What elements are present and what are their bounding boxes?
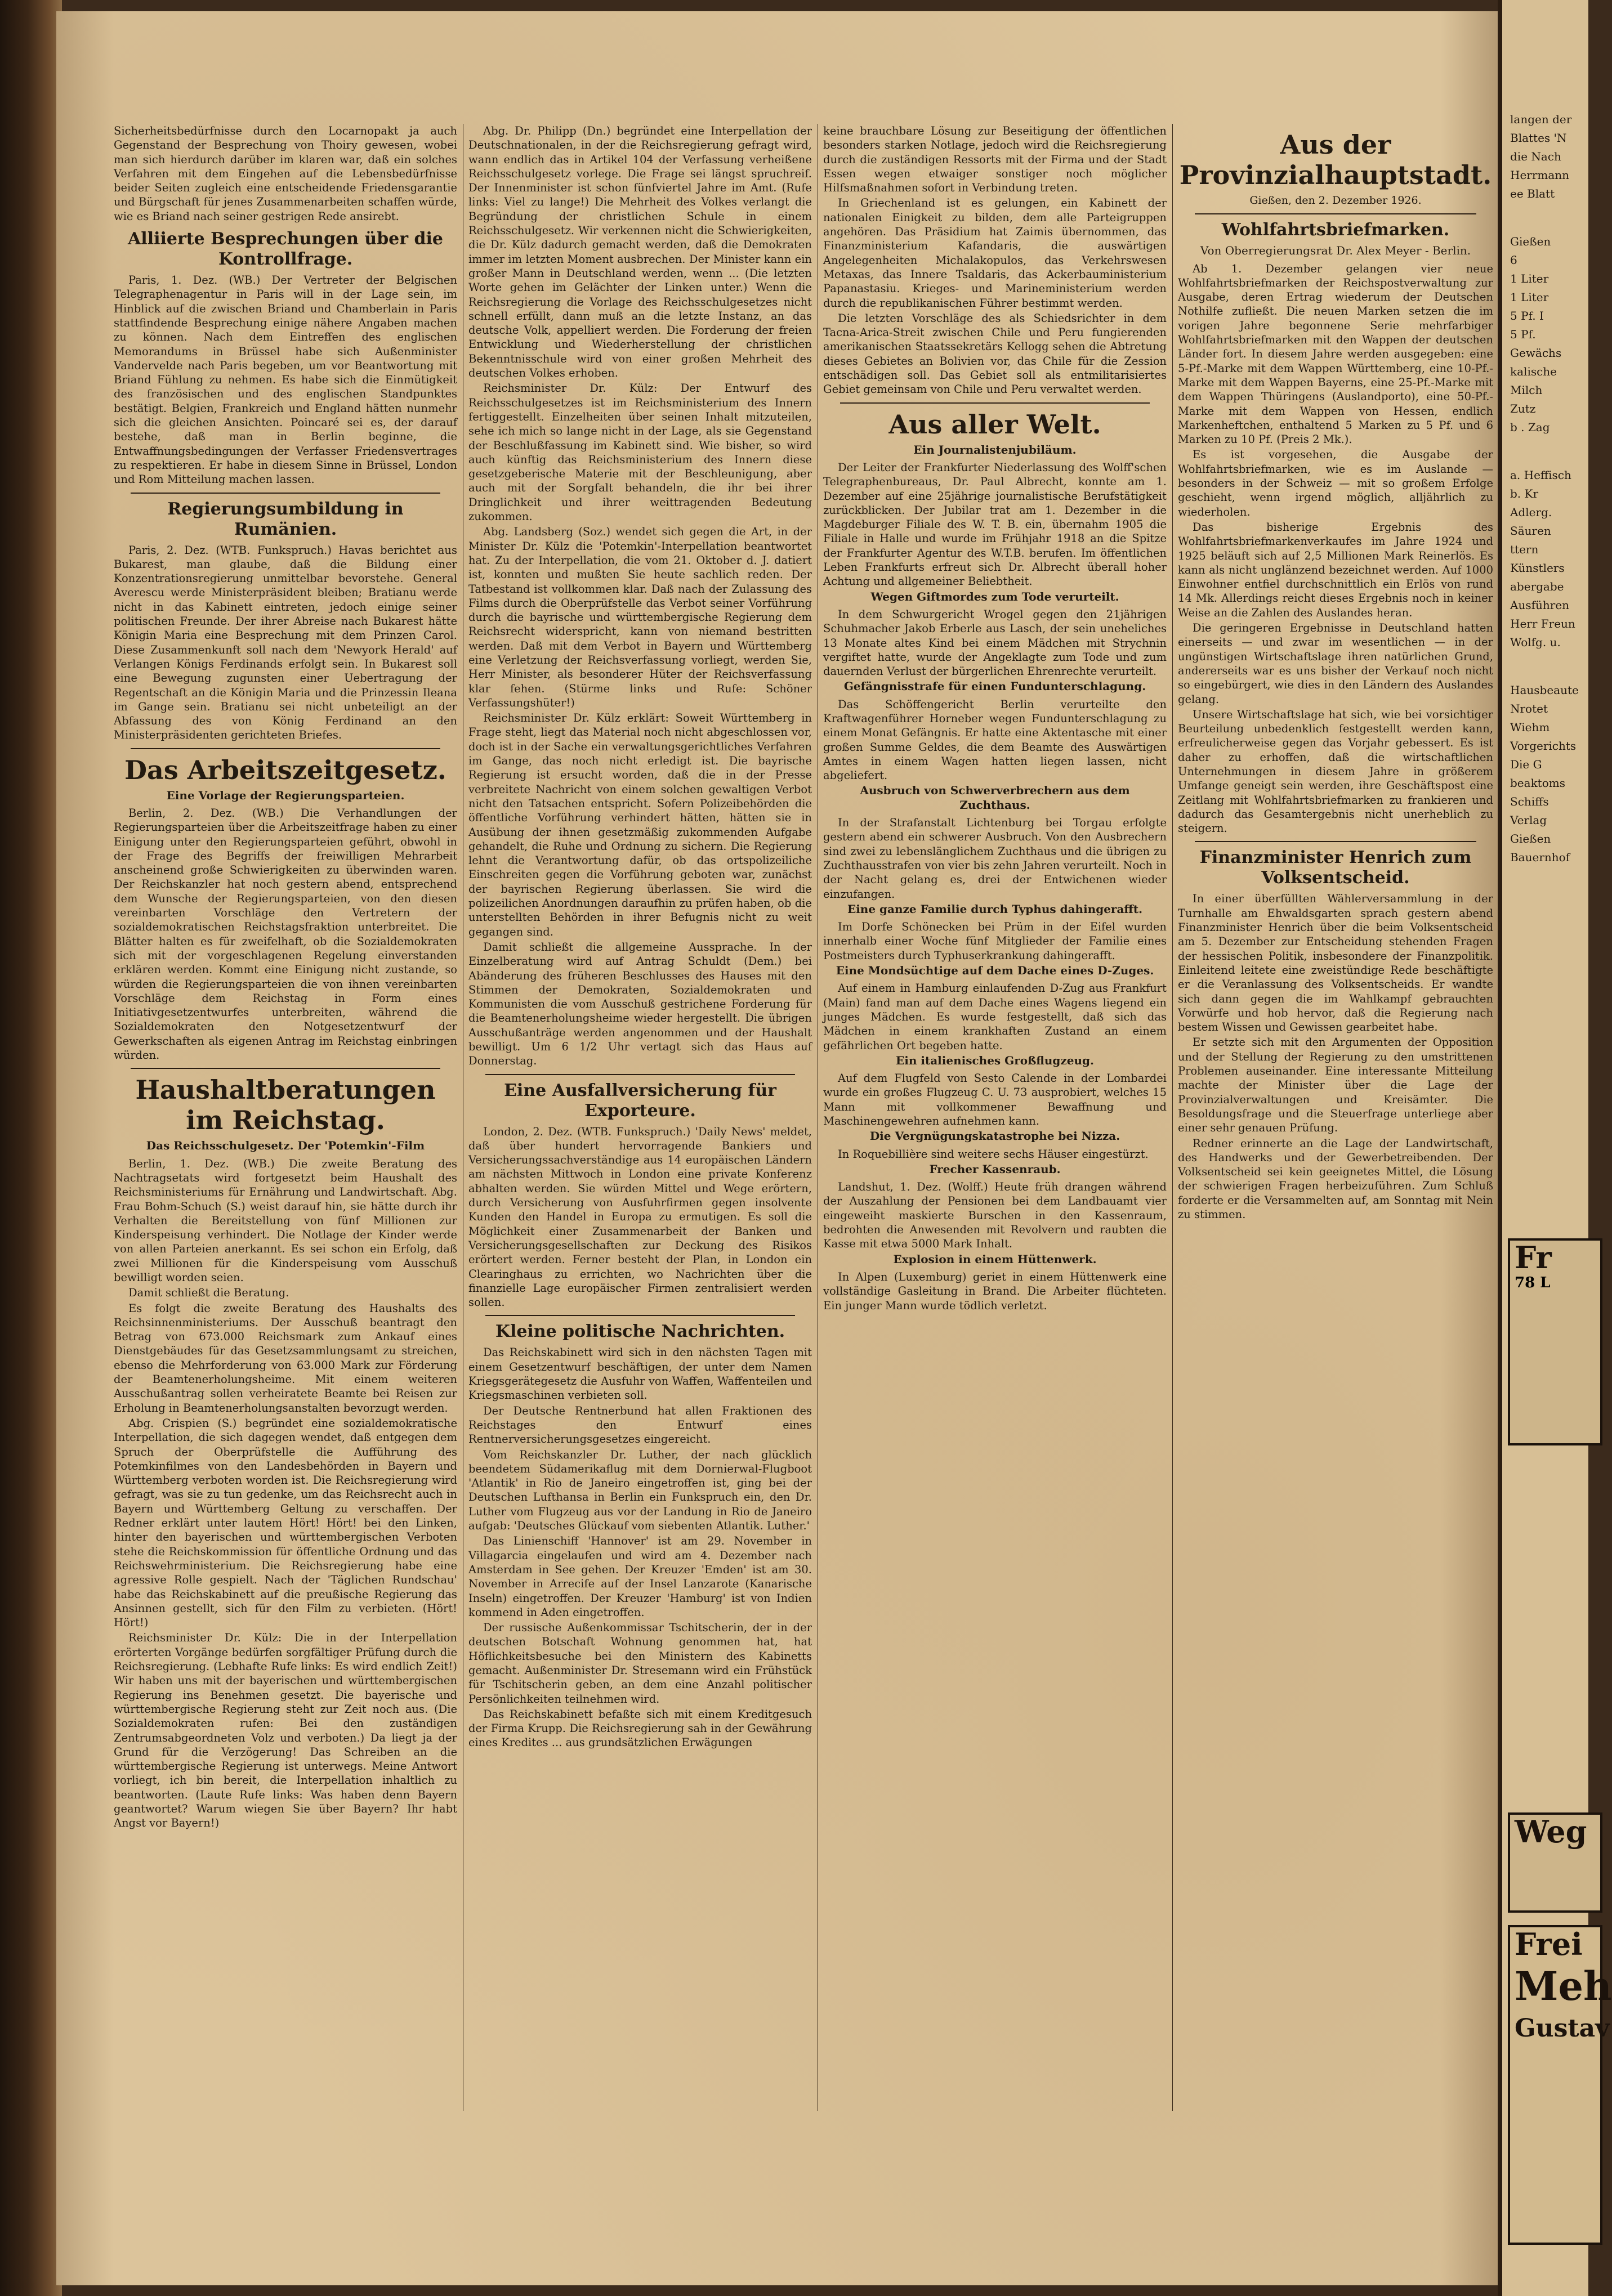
headline-arbeitszeitgesetz: Das Arbeitszeitgesetz. — [124, 754, 446, 785]
adjacent-page-line: abergabe — [1510, 580, 1564, 593]
adjacent-page-line: 5 Pf. — [1510, 328, 1536, 341]
subhead-ausbruch: Ausbruch von Schwerverbrechern aus dem Zuchthaus. — [860, 784, 1130, 812]
col1-para-4: Berlin, 1. Dez. (WB.) Die zweite Beratung des Nachtragsetats wird fortgesetzt beim Haushalt des Reichsministeriums für Ernährung und Landwirtschaft. Abg. Frau Bohm-Schuch (S.) weist darauf hin, sie hätte durch ihr Verhalten die Bereitstellung von fünf Millionen zur Kinderspeisung verhindert. Die Notlage der Kinder werde von allen Parteien anerkannt. Es sei schon ein Erfolg, daß zwei Millionen für die Kinderspeisung vom Ausschuß bewilligt worden seien. — [114, 1157, 457, 1284]
adjacent-page-line: Hausbeaute — [1510, 683, 1579, 697]
adjacent-page-line: die Nach — [1510, 150, 1561, 163]
headline-finanzminister: Finanzminister Henrich zum Volksentscheid. — [1199, 848, 1472, 888]
adjacent-page-line: 5 Pf. I — [1510, 309, 1544, 323]
col3-para-12: Landshut, 1. Dez. (Wolff.) Heute früh drangen während der Auszahlung der Pensionen bei dem Landbauamt vier eingeweiht maskierte Burschen in den Kassenraum, bedrohten die Anwesenden mit Revolvern und raubten die Kasse mit etwa 5000 Mark Inhalt. — [823, 1180, 1167, 1251]
adjacent-page-line: a. Heffisch — [1510, 468, 1571, 482]
col4-para-8: Redner erinnerte an die Lage der Landwirtschaft, des Handwerks und der Gewerbetreibenden. Der Volksentscheid sei kein geeignetes Mittel, die Lösung der schwierigen Fragen herbeizuführen. Zum Schluß forderte er die Versammelten auf, am Sonntag mit Nein zu stimmen. — [1178, 1136, 1493, 1221]
adjacent-page-line: 6 — [1510, 253, 1517, 267]
adjacent-page-line: b . Zag — [1510, 420, 1550, 434]
col4-para-3: Das bisherige Ergebnis des Wohlfahrtsbriefmarkenverkaufes im Jahre 1924 und 1925 beläuft sich auf 2,5 Millionen Mark Reinerlös. Es kann als nicht unglänzend bezeichnet werden. Auf 1000 Einwohner entfiel durchschnittlich ein Erlös von rund 14 Mk. Allerdings reicht dieses Ergebnis noch in keiner Weise an die Zahlen des Auslandes heran. — [1178, 520, 1493, 619]
adjacent-page-line: beaktoms — [1510, 776, 1565, 790]
col2-para-7: Das Reichskabinett wird sich in den nächsten Tagen mit einem Gesetzentwurf beschäftigen, der unter dem Namen Kriegsgerätegesetz die Ausfuhr von Waffen, Waffenteilen und Kriegsmaschinen verbieten soll. — [468, 1346, 812, 1402]
col2-para-10: Das Linienschiff 'Hannover' ist am 29. November in Villagarcia eingelaufen und wird am 4. Dezember nach Amsterdam in See gehen. Der Kreuzer 'Emden' ist am 30. November in Arrecife auf der Insel Lanzarote (Kanarische Inseln) eingetroffen. Der Kreuzer 'Hamburg' ist von Indien kommend in Aden eingetroffen. — [468, 1534, 812, 1619]
subhead-arbeitszeitgesetz: Eine Vorlage der Regierungsparteien. — [166, 788, 405, 802]
adjacent-page-text — [1510, 113, 1611, 869]
adjacent-page-strip — [1498, 0, 1612, 2296]
column-2 — [468, 124, 812, 2116]
subhead-grossflugzeug: Ein italienisches Großflugzeug. — [896, 1053, 1094, 1067]
adjacent-page-line: Blattes 'N — [1510, 131, 1567, 145]
col4-para-5: Unsere Wirtschaftslage hat sich, wie bei vorsichtiger Beurteilung unbedenklich festgestellt werden kann, erfreulicherweise gegen das Vorjahr gebessert. Es ist daher zu erhoffen, daß die wirtschaftlichen Unternehmungen in diesem Jahre in größerem Umfange geneigt sein werden, ihre Geschäftspost eine Zeitlang mit Wohlfahrtsbriefmarken zu frankieren und dadurch das Gesamtergebnis nicht unerheblich zu steigern. — [1178, 708, 1493, 835]
col2-para-9: Vom Reichskanzler Dr. Luther, der nach glücklich beendetem Südamerikaflug mit dem Dornierwal-Flugboot 'Atlantik' in Rio de Janeiro eingetroffen ist, ging bei der Deutschen Lufthansa in Berlin ein Funkspruch ein, den Dr. Luther vom Flugzeug aus vor der Landung in Rio de Janeiro aufgab: 'Deutsches Glückauf vom siebenten Atlantik. Luther.' — [468, 1448, 812, 1533]
adjacent-page-line: ttern — [1510, 543, 1539, 556]
adjacent-page-line: Wiehm — [1510, 720, 1550, 734]
ad-box-3-big: Meh — [1515, 1963, 1612, 2009]
ad-box-2-title: Weg — [1515, 1814, 1587, 1850]
ad-box-2 — [1508, 1812, 1602, 1913]
headline-rumaenien: Regierungsumbildung in Rumänien. — [167, 499, 404, 539]
ad-box-3 — [1508, 1925, 1612, 2245]
subhead-haushaltberatungen: Das Reichsschulgesetz. Der 'Potemkin'-Film — [146, 1139, 425, 1153]
col4-para-2: Es ist vorgesehen, die Ausgabe der Wohlfahrtsbriefmarken, wie es im Auslande — besonders in der Schweiz — mit so großem Erfolge geschieht, wenn irgend möglich, alljährlich zu wiederholen. — [1178, 448, 1493, 518]
col1-para-3: Berlin, 2. Dez. (WB.) Die Verhandlungen der Regierungsparteien über die Arbeitszeitfrage haben zu einer Einigung unter den Regierungsparteien geführt, obwohl in der Frage des Begriffs der freiwilligen Mehrarbeit anscheinend große Schwierigkeiten zu überwinden waren. Der Reichskanzler hat noch gestern abend, entsprechend dem Wunsche der Regierungsparteien, von den diesen vereinbarten Vorschläge den Vertretern der sozialdemokratischen Reichstagsfraktion unterbreitet. Die Blätter halten es für zweifelhaft, ob die Sozialdemokraten sich mit der vorgeschlagenen Regelung einverstanden erklären werden. Kommt eine Einigung nicht zustande, so würden die Regierungsparteien die von ihnen vereinbarten Vorschläge dem Reichstag in Form eines Initiativgesetzentwurfes unterbreiten, während die Sozialdemokraten den Notgesetzentwurf der Gewerkschaften als eigenen Antrag im Reichstag einbringen würden. — [114, 806, 457, 1062]
col2-para-4: Reichsminister Dr. Külz erklärt: Soweit Württemberg in Frage steht, liegt das Material noch nicht abgeschlossen vor, doch ist in der Sache ein verwaltungsgerichtliches Verfahren im Gange, das noch nicht erledigt ist. Die bayrische Regierung ist ersucht worden, daß die in der Presse verbreitete Nachricht von einem solchen gewaltigen Verbot nicht den Tatsachen entspricht. Sofern Polizeibehörden die öffentliche Vorführung verhindert hätten, hätten sie in Ausübung der ihnen gesetzmäßig zukommenden Aufgabe gehandelt, die Ruhe und Ordnung zu sichern. Die Regierung lehnt die Verantwortung dafür, ob das ortspolizeiliche Einschreiten gegen die Vorführung geboten war, zunächst der bayrischen Regierung überlassen. Sie wird die polizeilichen Anordnungen daraufhin zu prüfen haben, ob die unterstellten Behörden in ihrer Befugnis nicht zu weit gegangen sind. — [468, 711, 812, 938]
adjacent-page-line: Die G — [1510, 758, 1542, 771]
subhead-typhus: Eine ganze Familie durch Typhus dahingerafft. — [847, 902, 1143, 916]
divider — [131, 748, 440, 749]
col3-para-7: In der Strafanstalt Lichtenburg bei Torgau erfolgte gestern abend ein schwerer Ausbruch. Von den Ausbrechern sind zwei zu lebenslänglichem Zuchthaus und die übrigen zu Zuchthausstrafen von vier bis zehn Jahren verurteilt. Noch in der Nacht gelang es, drei der Entwichenen wieder einzufangen. — [823, 816, 1167, 901]
adjacent-page-line: ee Blatt — [1510, 187, 1555, 200]
adjacent-page-line: b. Kr — [1510, 487, 1539, 500]
divider — [485, 1315, 795, 1316]
col3-para-13: In Alpen (Luxemburg) geriet in einem Hüttenwerk eine vollständige Gasleitung in Brand. Die Arbeiter flüchteten. Ein junger Mann wurde tödlich verletzt. — [823, 1270, 1167, 1312]
col2-para-6: London, 2. Dez. (WTB. Funkspruch.) 'Daily News' meldet, daß über hundert hervorragende Bankiers und Versicherungssachverständige aus 14 europäischen Ländern am nächsten Mittwoch in London eine private Konferenz abhalten werden. Sie würden Mittel und Wege erörtern, durch Versicherung von Ausfuhrfirmen gegen insolvente Kunden den Handel in Europa zu ermutigen. Es soll die Möglichkeit einer Zusammenarbeit der Banken und Versicherungsgesellschaften zur Deckung des Risikos erörtert werden. Ferner besteht der Plan, in London ein Clearinghaus zu errichten, wo Nachrichten über die finanzielle Lage europäischer Firmen zentralisiert werden sollen. — [468, 1125, 812, 1309]
col2-para-5: Damit schließt die allgemeine Aussprache. In der Einzelberatung wird auf Antrag Schuldt (Dem.) bei Abänderung des früheren Beschlusses des Hauses mit den Stimmen der Demokraten, Sozialdemokraten und Kommunisten die vom Ausschuß gestrichene Forderung für die Beamtenerholungsheime wieder hergestellt. Die übrigen Ausschußanträge werden angenommen und der Haushalt bewilligt. Um 6 1/2 Uhr vertagt sich das Haus auf Donnerstag. — [468, 940, 812, 1068]
col3-para-2: In Griechenland ist es gelungen, ein Kabinett der nationalen Einigkeit zu bilden, dem alle Parteigruppen angehören. Das Präsidium hat Zaimis übernommen, das Finanzministerium Kafandaris, die auswärtigen Angelegenheiten Michalakopulos, das Verkehrswesen Metaxas, das Innere Tsaldaris, das Ackerbauministerium Papanastasiu. Krieges- und Marineministerium werden durch die republikanischen Führer bestimmt werden. — [823, 196, 1167, 310]
ad-box-1 — [1508, 1238, 1602, 1445]
adjacent-page-line: Zutz — [1510, 402, 1536, 415]
col4-para-4: Die geringeren Ergebnisse in Deutschland hatten einerseits — und zwar im wesentlichen — in der ungünstigen Wirtschaftslage ihren natürlichen Grund, andererseits war es uns bisher der Verkauf noch nicht so eingebürgert, wie dies in den Ländern des Auslandes gelang. — [1178, 621, 1493, 706]
adjacent-page-line: Adlerg. — [1510, 505, 1552, 519]
col3-para-10: Auf dem Flugfeld von Sesto Calende in der Lombardei wurde ein großes Flugzeug C. U. 73 ausprobiert, welches 15 Mann mit vollkommener Bewaffnung und Maschinengewehren aufnehmen kann. — [823, 1072, 1167, 1127]
col1-para-5: Damit schließt die Beratung. — [128, 1286, 289, 1300]
divider — [1195, 213, 1476, 214]
headline-kleine-nachrichten: Kleine politische Nachrichten. — [495, 1322, 785, 1342]
adjacent-page-line: Gewächs — [1510, 346, 1562, 360]
col3-para-8: Im Dorfe Schönecken bei Prüm in der Eifel wurden innerhalb einer Woche fünf Mitglieder der Familie eines Postmeisters durch Typhuserkrankung dahingerafft. — [823, 920, 1167, 962]
col2-para-8: Der Deutsche Rentnerbund hat allen Fraktionen des Reichstages den Entwurf eines Rentnerversicherungsgesetzes eingereicht. — [468, 1404, 812, 1446]
divider — [131, 493, 440, 494]
newspaper-page — [56, 11, 1498, 2285]
col3-para-9: Auf einem in Hamburg einlaufenden D-Zug aus Frankfurt (Main) fand man auf dem Dache eines Wagens liegend ein junges Mädchen. Es wurde festgestellt, daß sich das Mädchen in einem krankhaften Zustand an einem gefährlichen Ort begeben hatte. — [823, 982, 1167, 1052]
col2-para-11: Der russische Außenkommissar Tschitscherin, der in der deutschen Botschaft Wohnung genommen hat, hat Höflichkeitsbesuche bei den Ministern des Kabinetts gemacht. Außenminister Dr. Stresemann wird ein Frühstück für Tschitscherin geben, an dem eine Anzahl politischer Persönlichkeiten teilnehmen wird. — [468, 1621, 812, 1706]
dateline: Gießen, den 2. Dezember 1926. — [1249, 194, 1422, 207]
column-3 — [823, 124, 1167, 2116]
divider — [131, 1068, 440, 1069]
col3-para-3: Die letzten Vorschläge des als Schiedsrichter in dem Tacna-Arica-Streit zwischen Chile und Peru fungierenden amerikanischen Staatssekretärs Kellogg sehen die Abtretung dieses Gebietes an Bolivien vor, das Chile für die Zession entschädigen soll. Das Gebiet soll als entmilitarisiertes Gebiet gemeinsam von Chile und Peru verwaltet werden. — [823, 311, 1167, 396]
col2-para-12: Das Reichskabinett befaßte sich mit einem Kreditgesuch der Firma Krupp. Die Reichsregierung sah in der Gewährung eines Kredites ... aus grundsätzlichen Erwägungen — [468, 1707, 812, 1749]
byline: Von Oberregierungsrat Dr. Alex Meyer - Berlin. — [1200, 244, 1471, 258]
ad-box-1-title: Fr — [1515, 1239, 1552, 1275]
column-4 — [1178, 124, 1493, 2116]
col3-para-6: Das Schöffengericht Berlin verurteilte den Kraftwagenführer Horneber wegen Fundunterschlagung zu einem Monat Gefängnis. Er hatte eine Aktentasche mit einer großen Summe Geldes, die dem Beamte des Auswärtigen Amtes in einem Wagen hatten liegen lassen, nicht abgeliefert. — [823, 697, 1167, 782]
adjacent-page-line: Künstlers — [1510, 561, 1565, 575]
adjacent-page-line: langen der — [1510, 113, 1572, 126]
subhead-giftmord: Wegen Giftmordes zum Tode verurteilt. — [870, 589, 1119, 603]
adjacent-page-line: Wolfg. u. — [1510, 635, 1561, 649]
headline-haushaltberatungen: Haushaltberatungen im Reichstag. — [135, 1075, 436, 1136]
subhead-mondsuechtige: Eine Mondsüchtige auf dem Dache eines D-Zuges. — [836, 964, 1154, 978]
subhead-nizza: Die Vergnügungskatastrophe bei Nizza. — [869, 1129, 1120, 1143]
col1-para-6: Es folgt die zweite Beratung des Haushalts des Reichsinnenministeriums. Der Ausschuß beantragt den Betrag von 673.000 Reichsmark zum Ankauf eines Dienstgebäudes für das Gesetzsammlungsamt zu streichen, ebenso die Mehrforderung von 63.000 Mark zur Förderung der Beamtenerholungsheime. Mit einem weiteren Ausschußantrag sollen verheiratete Beamte bei Reisen zur Erholung in Beamtenerholungsanstalten bevorzugt werden. — [114, 1301, 457, 1415]
divider — [840, 402, 1150, 404]
adjacent-page-line: Säuren — [1510, 524, 1551, 538]
col2-para-3: Abg. Landsberg (Soz.) wendet sich gegen die Art, in der Minister Dr. Külz die 'Potemkin'-Interpellation beantwortet hat. Zu der Interpellation, die vom 21. Oktober d. J. datiert ist, konnten und mußten Sie heute sachlich reden. Der Tatbestand ist vollkommen klar. Daß nach der Zulassung des Films durch die Oberprüfstelle das Verbot seiner Vorführung durch die bayrische und württembergische Regierung dem Reichsrecht widerspricht, kann von niemand bestritten werden. Daß mit dem Verbot in Bayern und Württemberg eine Verletzung der Reichsverfassung vorliegt, werden Sie, Herr Minister, als besonderer Hüter der Reichsverfassung klar fehen. (Stürme links und Rufe: Schöner Verfassungshüter!) — [468, 525, 812, 709]
adjacent-page-line: Ausführen — [1510, 598, 1570, 612]
col1-para-1: Paris, 1. Dez. (WB.) Der Vertreter der Belgischen Telegraphenagentur in Paris will in der Lage sein, im Hinblick auf die zwischen Briand und Chamberlain in Paris stattfindende Besprechung einige nähere Angaben machen zu können. Nach dem Eintreffen des englischen Memorandums in Brüssel habe sich Außenminister Vandervelde nach Paris begeben, um vor Beantwortung mit Briand Fühlung zu nehmen. Es habe sich die Einmütigkeit des französischen und des englischen Standpunktes bestätigt. Belgien, Frankreich und England hätten nunmehr sich die gleichen Ansichten. Poincaré sei es, der darauf bestehe, daß man in Berlin beginne, die Entwaffnungsbedingungen der Verfasser Friedensvertrages zu respektieren. Er habe in diesem Sinne in Brüssel, London und Rom Mitteilung machen lassen. — [114, 274, 457, 486]
column-1 — [114, 124, 457, 2116]
headline-provinzialhauptstadt: Aus der Provinzialhauptstadt. — [1179, 129, 1492, 190]
ad-box-3-name: Gustav — [1515, 2014, 1610, 2043]
column-rule — [1172, 124, 1173, 2111]
col4-para-7: Er setzte sich mit den Argumenten der Opposition und der Stellung der Regierung zu den umstrittenen Problemen auseinander. Eine interessante Mitteilung machte der Minister über die Lage der Provinzialverwaltungen und Kreisämter. Die Besoldungsfrage und die Steuerfrage unterliege aber einer sehr genauen Prüfung. — [1178, 1036, 1493, 1135]
headline-ausfallversicherung: Eine Ausfallversicherung für Exporteure. — [504, 1080, 776, 1121]
ad-box-1-sub: 78 L — [1515, 1274, 1551, 1291]
adjacent-page-line: Bauernhof — [1510, 851, 1570, 864]
col1-intro: Sicherheitsbedürfnisse durch den Locarnopakt ja auch Gegenstand der Besprechung von Thoiry gewesen, wobei man sich hierdurch darüber im klaren war, daß ein solches Verfahren mit dem Eingehen auf die Lebensbedürfnisse beider Seiten zugleich eine entscheidende Friedensgarantie und Bürgschaft für jenes Zusammenarbeiten schaffen würde, wie es Briand nach seiner gestrigen Rede ansirebt. — [114, 124, 457, 223]
col3-para-5: In dem Schwurgericht Wrogel gegen den 21jährigen Schuhmacher Jakob Erberle aus Lasch, der sein uneheliches 13 Monate altes Kind bei einem Mädchen mit Strychnin vergiftet hatte, wurde der Angeklagte zum Tode und zum dauernden Verlust der bürgerlichen Ehrenrechte verurteilt. — [823, 607, 1167, 678]
adjacent-page-line: 1 Liter — [1510, 290, 1549, 304]
headline-kontrollfrage: Alliierte Besprechungen über die Kontrollfrage. — [128, 229, 443, 270]
headline-wohlfahrtsbriefmarken: Wohlfahrtsbriefmarken. — [1221, 220, 1450, 240]
col1-para-2: Paris, 2. Dez. (WTB. Funkspruch.) Havas berichtet aus Bukarest, man glaube, daß die Bildung einer Konzentrationsregierung unmittelbar bevorstehe. General Averescu werde Ministerpräsident bleiben; Bratianu werde nicht in das Kabinett eintreten, jedoch einige seiner politischen Freunde. Der ihrer Abreise nach Bukarest hätte Königin Maria eine Besprechung mit dem Prinzen Carol. Diese Zusammenkunft soll nach dem 'Newyork Herald' auf Verlangen Königs Ferdinands erfolgt sein. In Bukarest soll eine Bewegung zugunsten einer Uebertragung der Regentschaft an die Königin Maria und die Prinzessin Ileana im Gange sein. Bratianu sei nicht unbeteiligt an der Abfassung des von König Ferdinand an den Ministerpräsidenten gerichteten Briefes. — [114, 543, 457, 742]
col2-para-2: Reichsminister Dr. Külz: Der Entwurf des Reichsschulgesetzes ist im Reichsministerium des Innern fertiggestellt. Einzelheiten über seinen Inhalt mitzuteilen, sehe ich mich so lange nicht in der Lage, als sie Gegenstand der Beschlußfassung im Kabinett sind. Wie bisher, so wird auch künftig das Reichsministerium des Innern diese gesetzgeberische Materie mit der Beschleunigung, aber auch mit der Sorgfalt behandeln, die ihr bei ihrer Dringlichkeit und ihrer weittragenden Bedeutung zukommen. — [468, 382, 812, 523]
subhead-fundunterschlagung: Gefängnisstrafe für einen Fundunterschlagung. — [843, 679, 1146, 693]
adjacent-page-line: Schiffs — [1510, 795, 1549, 808]
adjacent-page-line: Milch — [1510, 383, 1543, 397]
col1-para-7: Abg. Crispien (S.) begründet eine sozialdemokratische Interpellation, die sich dagegen wendet, daß entgegen dem Spruch der Oberprüfstelle die Aufführung des Potemkinfilmes von den Landesbehörden in Bayern und Württemberg verboten worden ist. Die Reichsregierung wird gefragt, was sie zu tun gedenke, um das Reichsrecht auch in Bayern und Württemberg Geltung zu verschaffen. Der Redner erklärt unter lautem Hört! Hört! bei den Linken, hinter den bayerischen und württembergischen Verboten stehe die Reichskommission für öffentliche Ordnung und das Reichswehrministerium. Die Reichsregierung habe eine agressive Rolle gespielt. Nach der 'Täglichen Rundschau' habe das Reichskabinett auf die preußische Regierung das Ansinnen gestellt, sich für den Film zu verbieten. (Hört! Hört!) — [114, 1416, 457, 1630]
adjacent-page-line: Nrotet — [1510, 702, 1548, 715]
subhead-journalistenjubilaeum: Ein Journalistenjubiläum. — [913, 442, 1077, 456]
col2-para-1: Abg. Dr. Philipp (Dn.) begründet eine Interpellation der Deutschnationalen, in der die Reichsregierung gefragt wird, wann endlich das in Artikel 104 der Verfassung verheißene Reichsschulgesetz vorlege. Die Frage sei längst spruchreif. Der Innenminister ist schon fünfviertel Jahre im Amt. (Rufe links: Viel zu lange!) Die Mehrheit des Volkes verlangt die Begründung der christlichen Schule in einem Reichsschulgesetz. Wir verkennen nicht die Schwierigkeiten, die Dr. Külz dadurch gemacht werden, daß die Demokraten immer im letzten Moment ausbrechen. Der Minister kann ein großer Mann in Deutschland werden, wenn ... (Die letzten Worte gehen im Gelächter der Linken unter.) Wenn die Reichsregierung die Vorlage des Reichsschulgesetzes nicht schnell erfüllt, dann muß an die letzte Instanz, an das deutsche Volk, appelliert werden. Die Forderung der freien Entwicklung und Wiederherstellung der christlichen Bekenntnisschule wird von einer großen Mehrheit des deutschen Volkes erhoben. — [468, 124, 812, 380]
col3-para-4: Der Leiter der Frankfurter Niederlassung des Wolff'schen Telegraphenbureaus, Dr. Paul Albrecht, konnte am 1. Dezember auf eine 25jährige journalistische Berufstätigkeit zurückblicken. Der Jubilar trat am 1. Dezember in die Magdeburger Filiale des W. T. B. ein, übernahm 1905 die Filiale in Halle und wurde im Frühjahr 1918 an die Spitze der Frankfurter Agentur des W.T.B. berufen. Im öffentlichen Leben Frankfurts erfreut sich Dr. Albrecht überall hoher Achtung und allgemeiner Beliebtheit. — [823, 460, 1167, 588]
col4-para-1: Ab 1. Dezember gelangen vier neue Wohlfahrtsbriefmarken der Reichspostverwaltung zur Ausgabe, deren Ertrag wiederum der Deutschen Nothilfe zufließt. Die neuen Marken setzen die im vorigen Jahre begonnene Serie mehrfarbiger Wohlfahrtsbriefmarken mit den Wappen der deutschen Länder fort. In diesem Jahre werden ausgegeben: eine 5-Pf.-Marke mit dem Wappen Württemberg, eine 10-Pf.-Marke mit dem Wappen Bayerns, eine 25-Pf.-Marke mit dem Wappen Thüringens (Auslandporto), eine 50-Pf.-Marke mit dem Wappen von Hessen, endlich Markenheftchen, enthaltend 5 Marken zu 5 Pf. und 6 Marken zu 10 Pf. (Preis 2 Mk.). — [1178, 262, 1493, 446]
col3-para-11: In Roquebillière sind weitere sechs Häuser eingestürzt. — [838, 1147, 1149, 1161]
adjacent-page-line: Herrmann — [1510, 168, 1570, 182]
adjacent-page-line: Herr Freun — [1510, 617, 1575, 630]
adjacent-page-line: Gießen — [1510, 832, 1551, 845]
col3-para-1: keine brauchbare Lösung zur Beseitigung der öffentlichen besonders starken Notlage, jedoch wird die Reichsregierung durch die zuständigen Ressorts mit der Firma und der Stadt Essen wegen etwaiger sonstiger noch möglicher Hilfsmaßnahmen sofort in Verbindung treten. — [823, 124, 1167, 195]
col4-para-6: In einer überfüllten Wählerversammlung in der Turnhalle am Ehwaldsgarten sprach gestern abend Finanzminister Henrich über die beim Volksentscheid am 5. Dezember zur Entscheidung stehenden Fragen der hessischen Politik, insbesondere der Finanzpolitik. Einleitend leitete eine zweistündige Rede beschäftigte er die Veranlassung des Volksentscheids. Er wandte sich dann gegen die im Wahlkampf gebrauchten Vorwürfe und hob hervor, daß die Regierung nach bestem Wissen und Gewissen gearbeitet habe. — [1178, 892, 1493, 1034]
divider — [485, 1074, 795, 1075]
subhead-explosion: Explosion in einem Hüttenwerk. — [893, 1252, 1097, 1266]
adjacent-page-line: kalische — [1510, 365, 1557, 378]
adjacent-page-line: Vorgerichts — [1510, 739, 1577, 753]
divider — [1195, 841, 1476, 842]
adjacent-page-line: 1 Liter — [1510, 272, 1549, 285]
col1-para-8: Reichsminister Dr. Külz: Die in der Interpellation erörterten Vorgänge bedürfen sorgfältiger Prüfung durch die Reichsregierung. (Lebhafte Rufe links: Es wird endlich Zeit!) Wir haben uns mit der bayerischen und württembergischen Regierung ins Benehmen gesetzt. Die bayerische und württembergische Regierung steht zur Zeit noch aus. (Die Sozialdemokraten rufen: Bei den zuständigen Zentrumsabgeordneten Volz und verboten.) Da liegt ja der Grund für die Verzögerung! Das Schreiben an die württembergische Regierung ist unterwegs. Meine Antwort vorliegt, ich bin bereit, die Interpellation inhaltlich zu beantworten. (Laute Rufe links: Was haben denn Bayern geantwortet? Warum wiegen Sie über Bayern? Ihr habt Angst vor Bayern!) — [114, 1631, 457, 1830]
headline-aus-aller-welt: Aus aller Welt. — [888, 409, 1101, 440]
book-binding — [0, 0, 62, 2296]
ad-box-3-title: Frei — [1515, 1926, 1583, 1962]
subhead-kassenraub: Frecher Kassenraub. — [929, 1162, 1061, 1176]
adjacent-page-line: Gießen — [1510, 235, 1551, 248]
adjacent-page-line: Verlag — [1510, 813, 1547, 827]
